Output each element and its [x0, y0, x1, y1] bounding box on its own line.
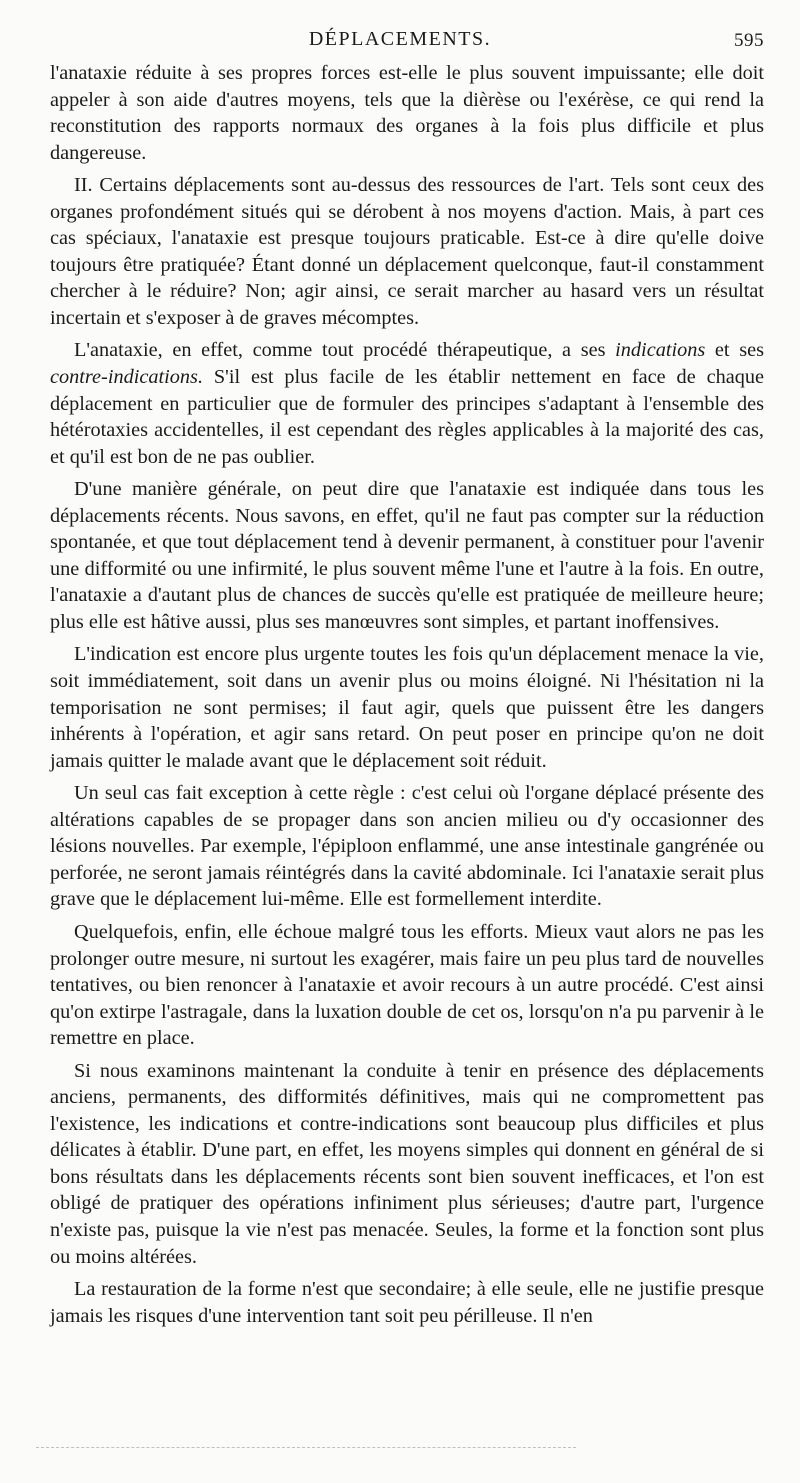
paragraph-text: La restauration de la forme n'est que secondaire; à elle seule, elle ne justifie presque jamais les risques d'une intervention tant soit peu périlleuse. Il n'en — [50, 1278, 764, 1327]
paragraph-text: et ses — [705, 339, 764, 362]
paragraph-text: Si nous examinons maintenant la conduite à tenir en présence des déplacements anciens, permanents, des difformités définitives, mais qui ne compromettent pas l'existence, les indications et contre-indications sont beaucoup plus difficiles et plus délicates à établir. D'une part, en effet, les moyens simples qui donnent en général de si bons résultats dans les déplacements récents sont bien souvent inefficaces, et l'on est obligé de pratiquer des opérations infiniment plus sérieuses; d'autre part, l'urgence n'existe pas, puisque la vie n'est pas menacée. Seules, la forme et la fonction sont plus ou moins altérées. — [50, 1059, 764, 1268]
page-header — [0, 28, 800, 58]
italic-term-indications: indications — [615, 339, 706, 362]
paragraph-8 — [50, 1058, 764, 1270]
paragraph-6 — [50, 780, 764, 913]
paragraph-5 — [50, 641, 764, 774]
paragraph-9 — [50, 1276, 764, 1329]
paragraph-text: II. Certains déplacements sont au-dessus des ressources de l'art. Tels sont ceux des organes profondément situés qui se dérobent à nos moyens d'action. Mais, à part ces cas spéciaux, l'anataxie est presque toujours praticable. Est-ce à dire qu'elle doive toujours être pratiquée? Étant donné un déplacement quelconque, faut-il constamment chercher à le réduire? Non; agir ainsi, ce serait marcher au hasard vers un résultat incertain et s'exposer à de graves mécomptes. — [50, 174, 764, 329]
italic-term-contre-indications: contre-indications. — [50, 366, 204, 389]
page-number: 595 — [734, 30, 764, 51]
paragraph-text: l'anataxie réduite à ses propres forces est-elle le plus souvent impuissante; elle doit appeler à son aide d'autres moyens, tels que la dièrèse ou l'exérèse, ce qui rend la reconstitution des rapports normaux des organes à la fois plus difficile et plus dangereuse. — [50, 62, 764, 164]
paragraph-2 — [50, 172, 764, 331]
paragraph-text: S'il est plus facile de les établir nettement en face de chaque déplacement en particulier que de formuler des principes s'adaptant à l'ensemble des hétérotaxies accidentelles, il est cependant des règles applicables à la majorité des cas, et qu'il est bon de ne pas oublier. — [50, 366, 764, 468]
body-text — [50, 60, 764, 1329]
paragraph-text: Un seul cas fait exception à cette règle : c'est celui où l'organe déplacé présente des altérations capables de se propager dans son ancien milieu ou d'y occasionner des lésions nouvelles. Par exemple, l'épiploon enflammé, une anse intestinale gangrénée ou perforée, ne seront jamais réintégrés dans la cavité abdominale. Ici l'anataxie serait plus grave que le déplacement lui-même. Elle est formellement interdite. — [50, 782, 764, 911]
paragraph-4 — [50, 476, 764, 635]
paragraph-text: L'anataxie, en effet, comme tout procédé thérapeutique, a ses — [74, 339, 616, 362]
footer-scan-rule — [36, 1447, 576, 1448]
paragraph-text: D'une manière générale, on peut dire que l'anataxie est indiquée dans tous les déplacements récents. Nous savons, en effet, qu'il ne faut pas compter sur la réduction spontanée, et que tout déplacement tend à devenir permanent, à constituer pour l'avenir une difformité ou une infirmité, le plus souvent même l'une et l'autre à la fois. En outre, l'anataxie a d'autant plus de chances de succès qu'elle est pratiquée de meilleure heure; plus elle est hâtive aussi, plus ses manœuvres sont simples, et partant inoffensives. — [50, 478, 764, 633]
paragraph-text: L'indication est encore plus urgente toutes les fois qu'un déplacement menace la vie, soit immédiatement, soit dans un avenir plus ou moins éloigné. Ni l'hésitation ni la temporisation ne sont permises; il faut agir, quels que puissent être les dangers inhérents à l'opération, et agir sans retard. On peut poser en principe qu'on ne doit jamais quitter le malade avant que le déplacement soit réduit. — [50, 643, 764, 772]
running-title: DÉPLACEMENTS. — [308, 28, 492, 50]
paragraph-7 — [50, 919, 764, 1052]
paragraph-text: Quelquefois, enfin, elle échoue malgré tous les efforts. Mieux vaut alors ne pas les prolonger outre mesure, ni surtout les exagérer, mais faire un peu plus tard de nouvelles tentatives, ou bien renoncer à l'anataxie et avoir recours à un autre procédé. C'est ainsi qu'on extirpe l'astragale, dans la luxation double de cet os, lorsqu'on n'a pu parvenir à le remettre en place. — [50, 920, 764, 1050]
paragraph-3 — [50, 337, 764, 470]
paragraph-1 — [50, 60, 764, 166]
